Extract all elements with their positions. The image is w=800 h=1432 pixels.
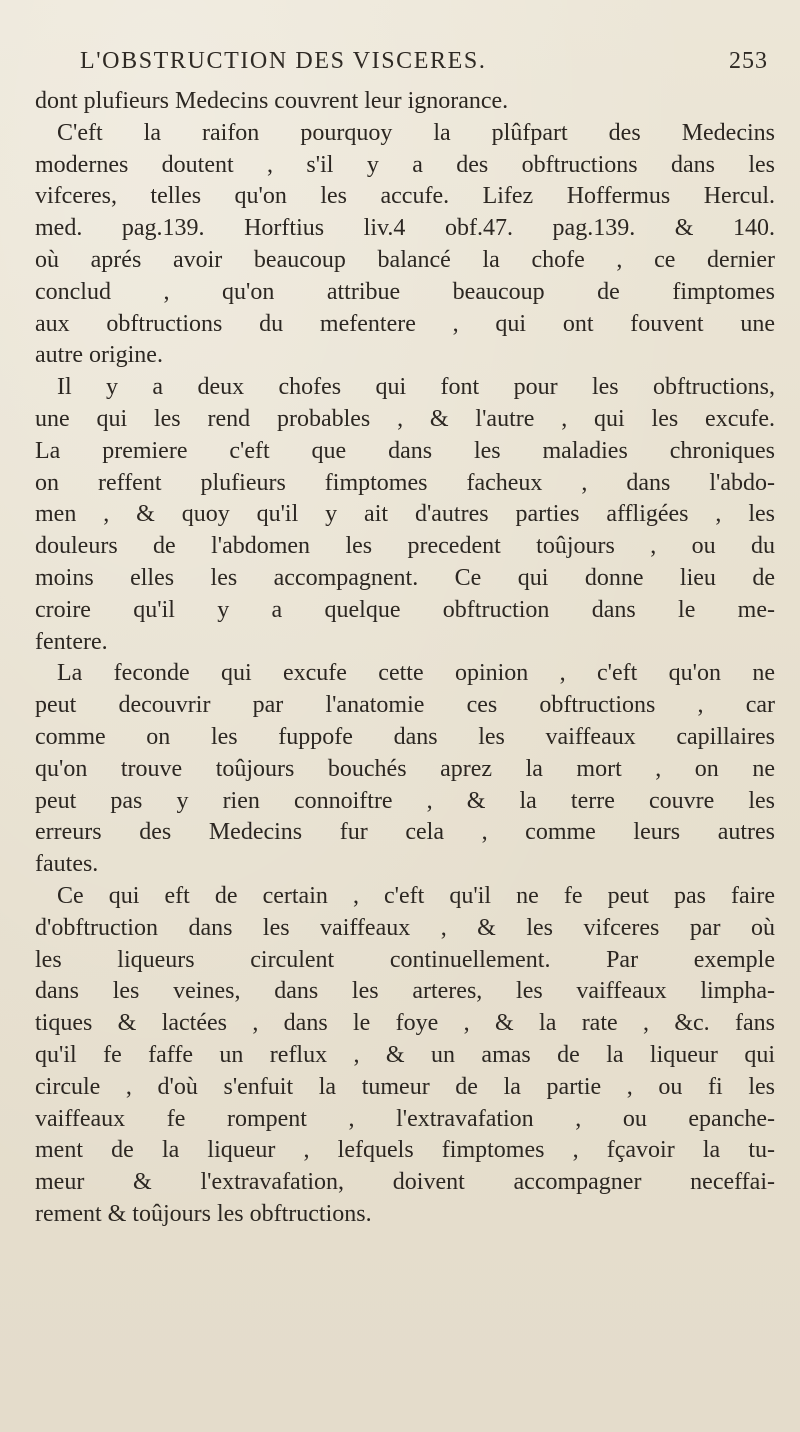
text-line: med. pag.139. Horftius liv.4 obf.47. pag.139. & 140. xyxy=(35,215,775,242)
text-line: C'eft la raifon pourquoy la plûfpart des Medecins xyxy=(57,119,775,146)
text-line: circule , d'où s'enfuit la tumeur de la partie , ou fi les xyxy=(35,1073,775,1100)
text-line: peut decouvrir par l'anatomie ces obftructions , car xyxy=(35,692,775,719)
text-line: comme on les fuppofe dans les vaiffeaux capillaires xyxy=(35,723,775,750)
body-text xyxy=(35,86,775,1231)
text-line: Il y a deux chofes qui font pour les obftructions, xyxy=(57,374,775,401)
text-line: les liqueurs circulent continuellement. Par exemple xyxy=(35,946,775,973)
text-line: aux obftructions du mefentere , qui ont fouvent une xyxy=(35,310,775,337)
text-line: modernes doutent , s'il y a des obftructions dans les xyxy=(35,151,775,178)
text-line: La feconde qui excufe cette opinion , c'eft qu'on ne xyxy=(57,660,775,687)
text-line: men , & quoy qu'il y ait d'autres parties affligées , les xyxy=(35,501,775,528)
text-line: La premiere c'eft que dans les maladies chroniques xyxy=(35,437,775,464)
text-line: qu'il fe faffe un reflux , & un amas de la liqueur qui xyxy=(35,1041,775,1068)
text-line: dans les veines, dans les arteres, les vaiffeaux limpha- xyxy=(35,978,775,1005)
text-line: d'obftruction dans les vaiffeaux , & les vifceres par où xyxy=(35,914,775,941)
text-line: erreurs des Medecins fur cela , comme leurs autres xyxy=(35,819,775,846)
text-line: meur & l'extravafation, doivent accompagner neceffai- xyxy=(35,1169,775,1196)
text-line: rement & toûjours les obftructions. xyxy=(35,1200,372,1227)
text-line: fautes. xyxy=(35,851,99,878)
text-line: vifceres, telles qu'on les accufe. Lifez Hoffermus Hercul. xyxy=(35,183,775,210)
text-line: douleurs de l'abdomen les precedent toûjours , ou du xyxy=(35,533,775,560)
text-line: on reffent plufieurs fimptomes facheux , dans l'abdo- xyxy=(35,469,775,496)
text-line: tiques & lactées , dans le foye , & la rate , &c. fans xyxy=(35,1010,775,1037)
text-line: autre origine. xyxy=(35,342,163,369)
text-line: conclud , qu'on attribue beaucoup de fimptomes xyxy=(35,278,775,305)
text-line: croire qu'il y a quelque obftruction dans le me- xyxy=(35,596,775,623)
text-line: moins elles les accompagnent. Ce qui donne lieu de xyxy=(35,564,775,591)
text-line: dont plufieurs Medecins couvrent leur ignorance. xyxy=(35,88,509,114)
page-number: 253 xyxy=(729,48,768,74)
text-line: Ce qui eft de certain , c'eft qu'il ne fe peut pas faire xyxy=(57,882,775,909)
text-line: fentere. xyxy=(35,628,108,655)
text-line: peut pas y rien connoiftre , & la terre couvre les xyxy=(35,787,775,814)
text-line: ment de la liqueur , lefquels fimptomes , fçavoir la tu- xyxy=(35,1137,775,1164)
text-line: où aprés avoir beaucoup balancé la chofe , ce dernier xyxy=(35,246,775,273)
running-title: L'OBSTRUCTION DES VISCERES. xyxy=(80,48,487,74)
page-header xyxy=(80,48,768,88)
text-line: vaiffeaux fe rompent , l'extravafation , ou epanche- xyxy=(35,1105,775,1132)
text-line: qu'on trouve toûjours bouchés aprez la mort , on ne xyxy=(35,755,775,782)
text-line: une qui les rend probables , & l'autre , qui les excufe. xyxy=(35,405,775,432)
